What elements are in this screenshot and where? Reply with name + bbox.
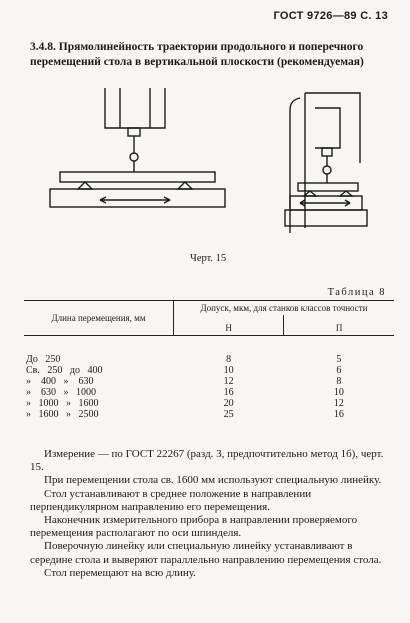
h-cell: 25	[223, 409, 234, 420]
right-column	[290, 98, 300, 233]
class-p-header: П	[284, 315, 394, 336]
p-cell: 12	[333, 398, 344, 409]
h-cell: 16	[223, 387, 234, 398]
left-spindle-head	[105, 88, 165, 128]
p-cell: 10	[333, 387, 344, 398]
p-cell: 5	[336, 354, 342, 365]
class-h-header: Н	[174, 315, 284, 336]
length-cell: Св. 250 до 400	[26, 365, 103, 376]
left-indicator-tip	[130, 153, 138, 161]
page-header: ГОСТ 9726—89 С. 13	[273, 10, 388, 22]
figure-caption: Черт. 15	[190, 253, 227, 264]
figure-15	[40, 88, 370, 253]
paragraph: Стол устанавливают в среднее положение в направлении перпендикулярном направлению его перемещения.	[30, 487, 312, 513]
table-row	[24, 376, 394, 387]
length-cell: » 1000 » 1600	[26, 398, 99, 409]
length-cell: » 1600 » 2500	[26, 409, 99, 420]
paragraph: Поверочную линейку или специальную линейку устанавливают в середине стола и выверяют параллельно направлению перемещения стола.	[30, 540, 382, 566]
col-length-header: Длина перемещения, мм	[24, 301, 174, 336]
left-straightedge	[60, 172, 215, 182]
h-cell: 20	[223, 398, 234, 409]
h-cell: 10	[223, 365, 234, 376]
paragraph: Стол перемещают на всю длину.	[44, 566, 196, 579]
right-indicator-tip	[323, 166, 331, 174]
table-row	[24, 365, 394, 376]
table-row	[24, 387, 394, 398]
left-table	[50, 189, 225, 207]
paragraph: Наконечник измерительного прибора в направлении проверяемого перемещения располагают по оси шпинделя.	[30, 514, 358, 540]
p-cell: 6	[336, 365, 342, 376]
p-cell: 8	[336, 376, 342, 387]
figure-drawing	[40, 88, 370, 248]
h-cell: 12	[223, 376, 234, 387]
section-heading: 3.4.8. Прямолинейность траектории продольного и поперечного перемещений стола в вертикальной плоскости (рекомендуемая)	[30, 41, 364, 68]
table-label: Таблица 8	[327, 287, 386, 298]
table-row	[24, 409, 394, 420]
paragraph: При перемещении стола св. 1600 мм используют специальную линейку.	[44, 474, 382, 487]
h-cell: 8	[226, 354, 232, 365]
right-straightedge	[298, 183, 358, 191]
length-cell: До 250	[26, 354, 61, 365]
body-text	[30, 448, 396, 580]
table-row	[24, 398, 394, 409]
p-cell: 16	[333, 409, 344, 420]
paragraph: Измерение — по ГОСТ 22267 (разд. 3, предпочтительно метод 1б), черт. 15.	[30, 448, 384, 474]
length-cell: » 630 » 1000	[26, 387, 96, 398]
tolerance-table	[24, 300, 394, 420]
table-row	[24, 354, 394, 365]
col-tolerance-header: Допуск, мкм, для станков классов точности	[174, 301, 395, 316]
length-cell: » 400 » 630	[26, 376, 94, 387]
